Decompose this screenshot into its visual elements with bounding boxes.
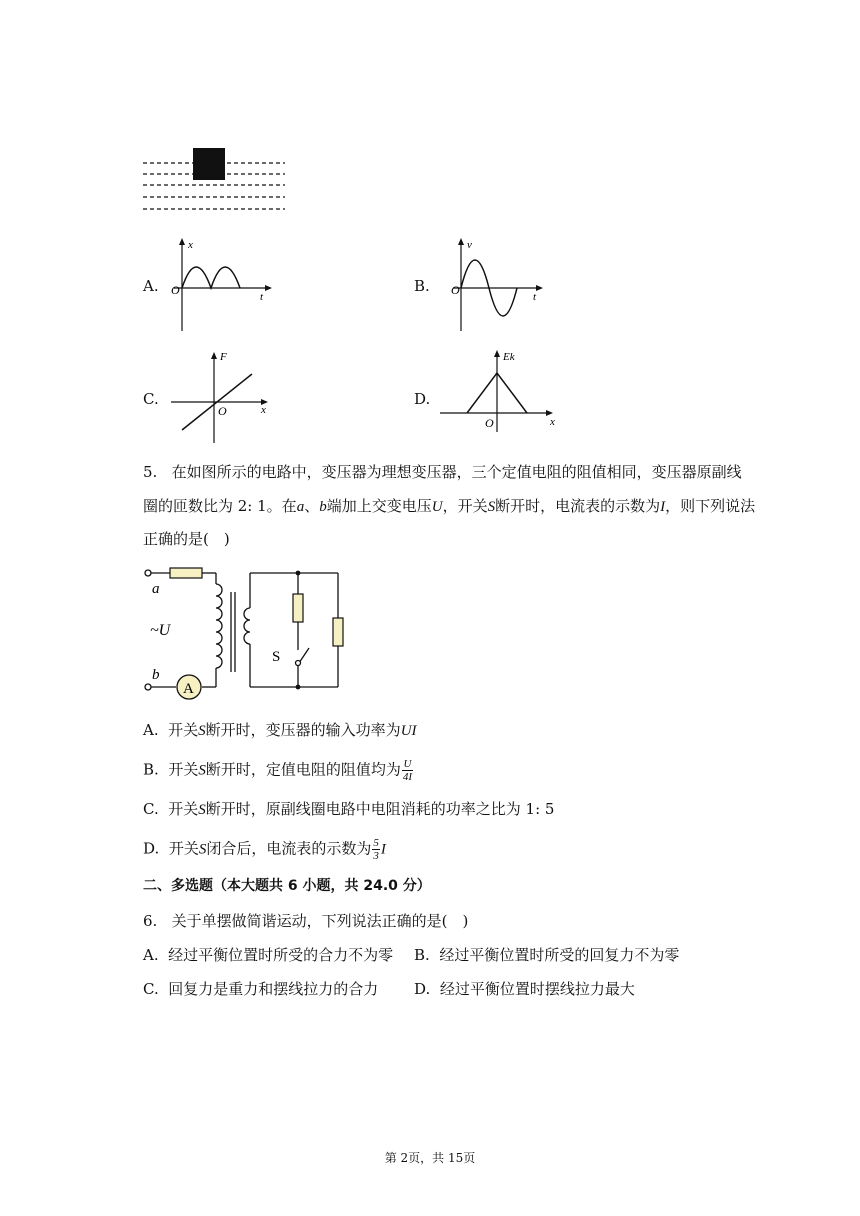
q4c-origin: O xyxy=(218,404,227,418)
q6-option-a[interactable]: A. 经过平衡位置时所受的合力不为零 xyxy=(143,946,394,964)
q6-stem: 6. 关于单摆做简谐运动，下列说法正确的是( ) xyxy=(143,912,469,930)
q4a-y-label: x xyxy=(188,239,193,251)
q4-option-d-graph[interactable] xyxy=(437,346,562,434)
q5-option-d[interactable]: D. 开关S闭合后，电流表的示数为 $\frac{5}{3}$ I xyxy=(143,837,386,862)
q4b-y-label: v xyxy=(467,239,472,251)
ammeter-label: A xyxy=(183,681,194,697)
q5-option-a[interactable]: A. 开关S断开时，变压器的输入功率为UI xyxy=(143,721,417,739)
block-water-figure xyxy=(140,145,290,215)
q5-line2: 圈的匝数比为 2: 1。在a、b端加上交变电压U，开关S断开时，电流表的示数为I，则下列说法 xyxy=(143,497,756,515)
q4b-x-label: t xyxy=(533,291,537,303)
q4b-origin: O xyxy=(451,283,460,297)
terminal-a-label: a xyxy=(152,581,160,597)
q4-option-b-graph[interactable] xyxy=(447,236,557,334)
q6-option-c[interactable]: C. 回复力是重力和摆线拉力的合力 xyxy=(143,980,379,998)
q5-line1 xyxy=(143,462,742,482)
q4-option-a-graph[interactable] xyxy=(168,236,278,334)
q5-line3: 正确的是( ) xyxy=(143,530,230,548)
q5-option-b[interactable]: B. 开关S断开时，定值电阻的阻值均为 $\frac{U}{4I}$ xyxy=(143,758,413,783)
terminal-b-label: b xyxy=(152,667,160,683)
q4-option-a-letter: A. xyxy=(143,277,159,295)
section-2-title: 二、多选题（本大题共 6 小题，共 24.0 分） xyxy=(143,878,431,894)
q6-option-d[interactable]: D. 经过平衡位置时摆线拉力最大 xyxy=(414,980,635,998)
q4c-x-label: x xyxy=(261,404,266,416)
q5-number: 5. xyxy=(143,463,158,481)
q4d-x-label: x xyxy=(550,416,555,428)
q4-option-b-letter: B. xyxy=(414,277,430,295)
q4-option-d-letter: D. xyxy=(414,390,431,408)
q4d-y-label: Ek xyxy=(503,351,515,363)
q5-option-c[interactable]: C. 开关S断开时，原副线圈电路中电阻消耗的功率之比为 1: 5 xyxy=(143,800,555,818)
q6-option-b[interactable]: B. 经过平衡位置时所受的回复力不为零 xyxy=(414,946,680,964)
q4-option-c-graph[interactable] xyxy=(168,348,278,446)
q4d-origin: O xyxy=(485,416,494,430)
q4a-origin: O xyxy=(171,283,180,297)
page-footer: 第 2页，共 15页 xyxy=(384,1151,476,1165)
q4a-x-label: t xyxy=(260,291,264,303)
voltage-label: ~U xyxy=(150,622,171,639)
q5-circuit-diagram xyxy=(138,562,378,702)
q4c-y-label: F xyxy=(220,351,227,363)
q4-option-c-letter: C. xyxy=(143,390,159,408)
switch-label: S xyxy=(272,649,281,665)
q6-number: 6. xyxy=(143,912,158,930)
q5-text-1: 在如图所示的电路中，变压器为理想变压器，三个定值电阻的阻值相同，变压器原副线 xyxy=(171,463,742,481)
